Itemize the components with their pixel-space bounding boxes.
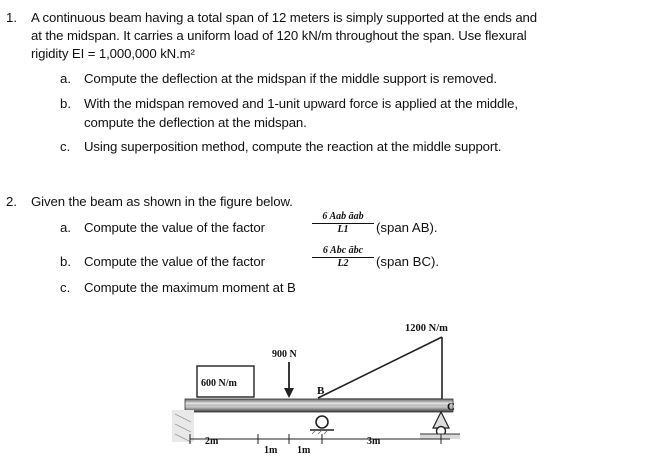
problem1-item-a-label: a. [60,71,71,86]
problem1-item-b-label: b. [60,96,71,111]
label-b: B [317,385,325,397]
problem1-line2: at the midspan. It carries a uniform load of 120 kN/m throughout the span. Use flexural [31,28,527,43]
problem2-item-c-text: Compute the maximum moment at B [84,280,296,295]
label-point-load: 900 N [272,349,297,360]
problem2-item-b-text: Compute the value of the factor [84,254,265,269]
label-udl-left: 600 N/m [201,378,237,389]
problem1-item-b-text: With the midspan removed and 1-unit upward force is applied at the middle, [84,96,518,111]
pin-support-c [420,412,460,439]
problem1-item-a-text: Compute the deflection at the midspan if the middle support is removed. [84,71,497,86]
roller-support-b [310,416,334,434]
factor-bc-denominator: L2 [337,258,349,269]
problem1-item-b-text-2: compute the deflection at the midspan. [84,115,307,130]
fixed-support-a [172,410,194,442]
problem1-line1: A continuous beam having a total span of 12 meters is simply supported at the ends and [31,10,538,25]
problem2-item-c-label: c. [60,280,71,295]
problem2-intro: Given the beam as shown in the figure below. [31,194,293,209]
factor-ab-numerator: 6 Aab āab [312,211,374,224]
dimension-line [190,434,450,444]
problem2-item-a-label: a. [60,220,71,235]
point-load-arrow-icon [284,362,294,398]
problem2-item-b-label: b. [60,254,71,269]
label-dim-2m: 2m [205,436,219,447]
problem2-item-a-after: (span AB). [376,220,438,235]
factor-ab-denominator: L1 [337,224,349,235]
problem2-item-b-after: (span BC). [376,254,440,269]
problem2-item-a-text: Compute the value of the factor [84,220,265,235]
problem1-line3: rigidity EI = 1,000,000 kN.m² [31,46,195,61]
label-c: C [447,401,455,413]
factor-bc-numerator: 6 Abc ābc [312,245,374,258]
label-dim-1m-b: 1m [297,445,311,456]
label-dim-3m: 3m [367,436,381,447]
problem1-item-c-label: c. [60,139,71,154]
problem1-number: 1. [6,10,17,25]
problem2-number: 2. [6,194,17,209]
label-load-right: 1200 N/m [405,323,448,334]
beam [185,399,453,412]
problem1-item-c-text: Using superposition method, compute the reaction at the middle support. [84,139,502,154]
label-dim-1m-a: 1m [264,445,278,456]
triangular-load [318,337,442,399]
